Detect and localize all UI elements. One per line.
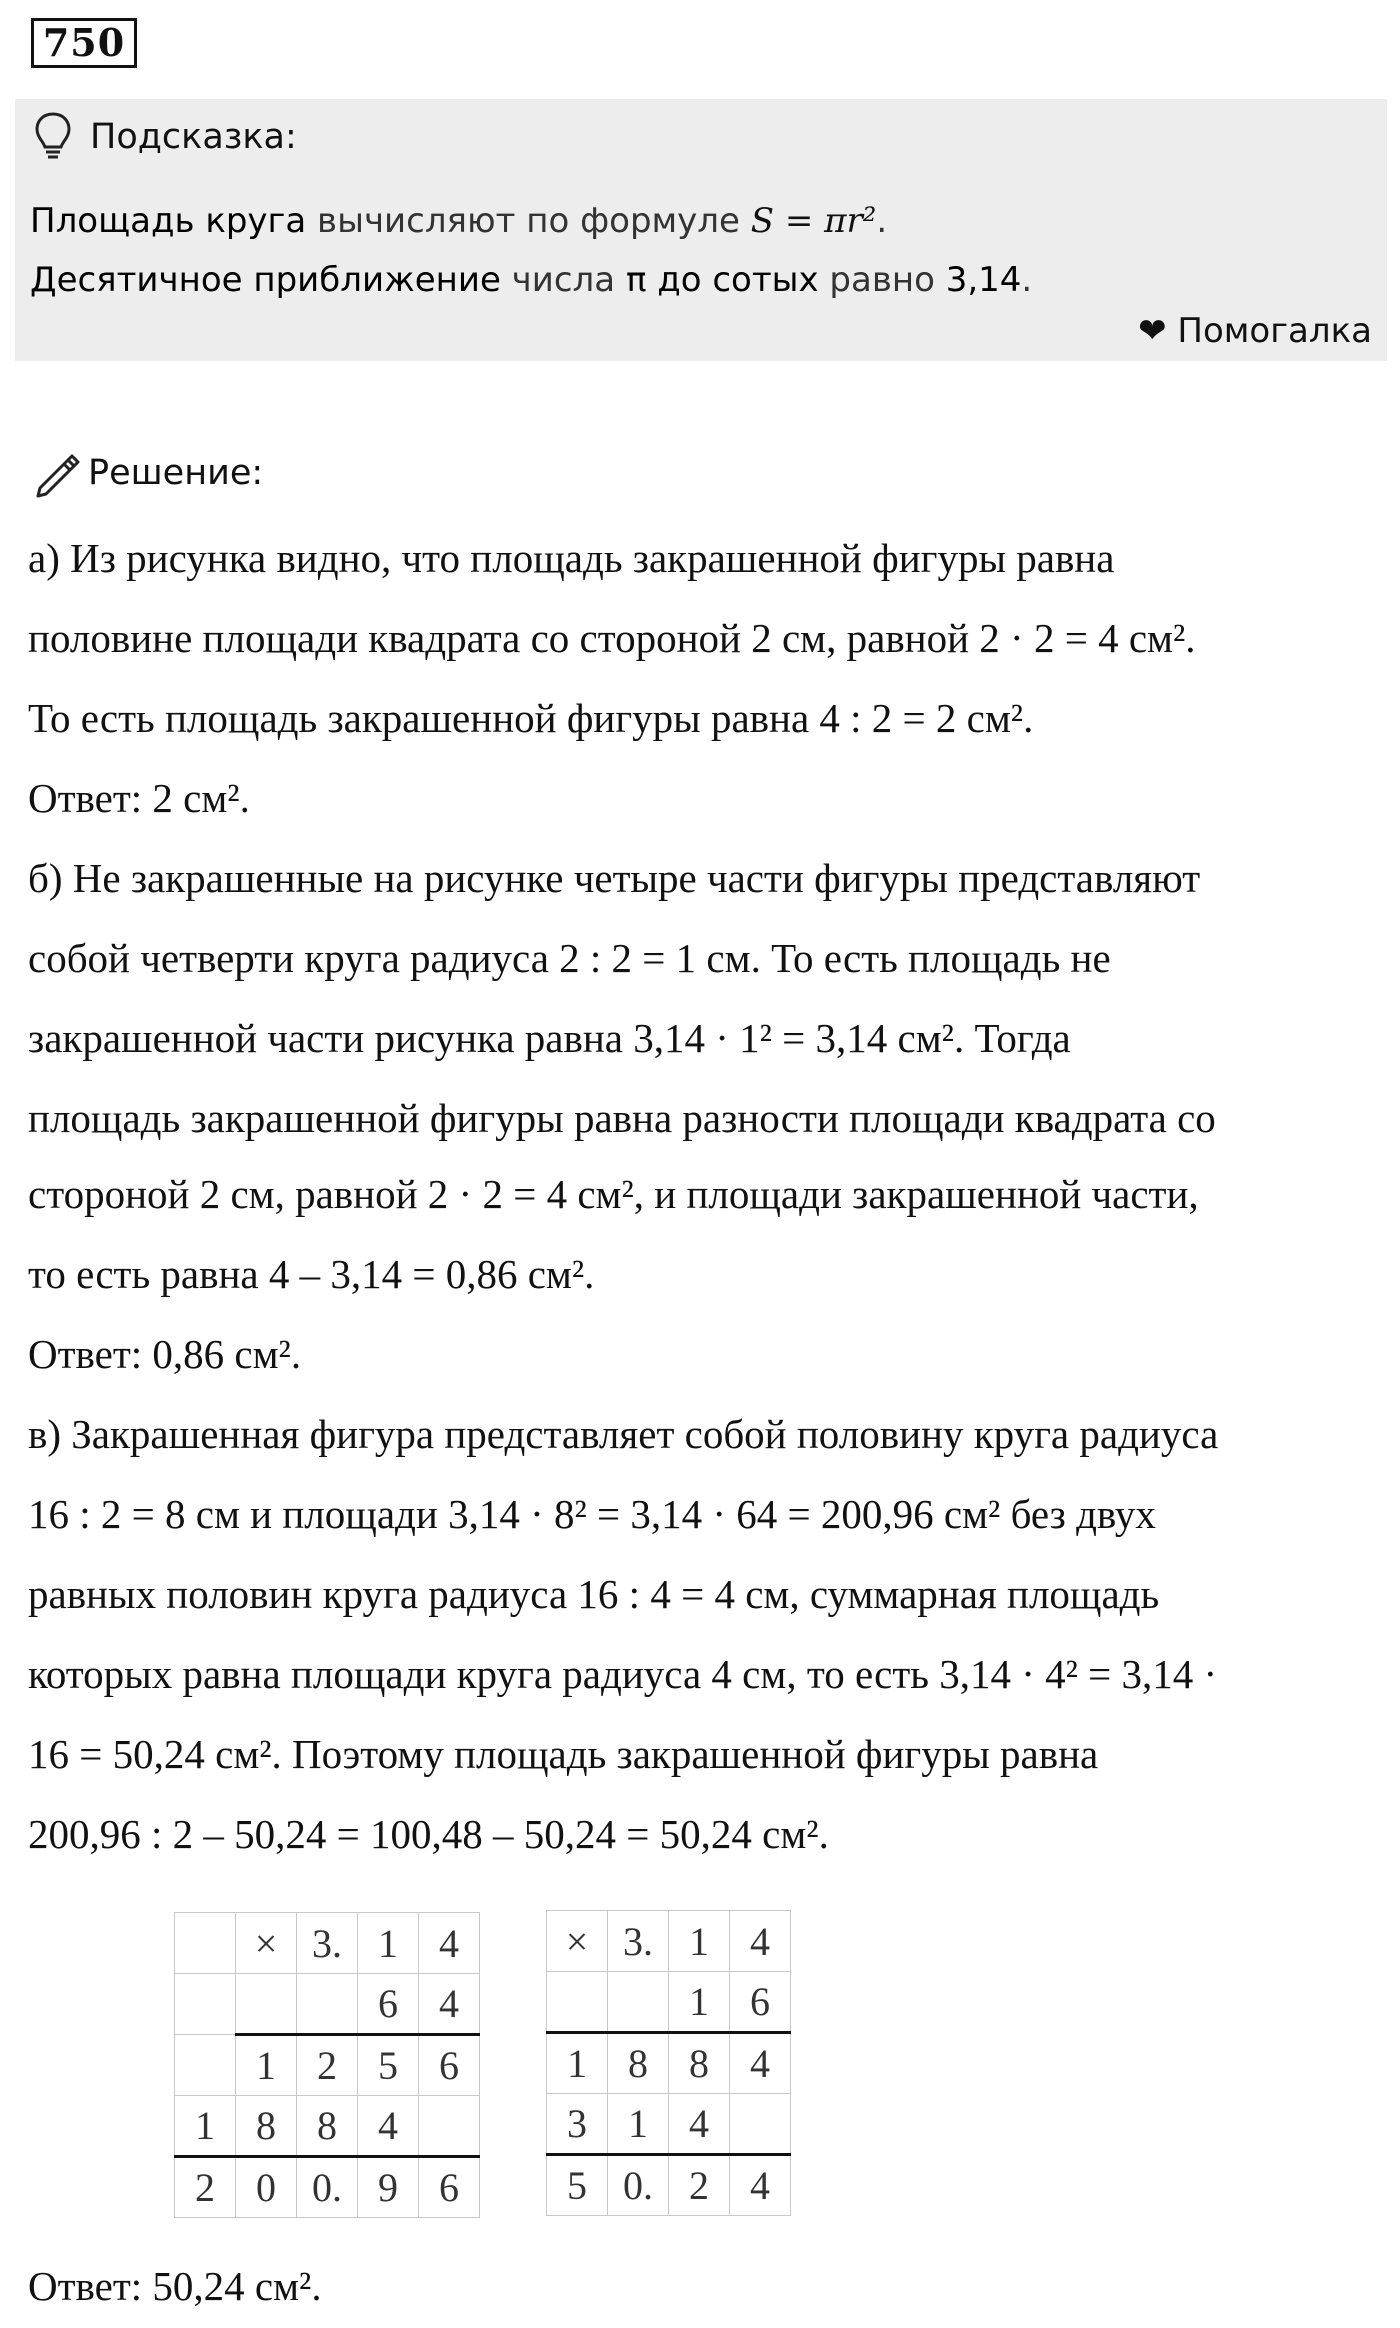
solution-line: собой четверти круга радиуса 2 : 2 = 1 см. То есть площадь не: [28, 935, 1111, 981]
solution-line: закрашенной части рисунка равна 3,14 · 1² = 3,14 см². Тогда: [28, 1015, 1071, 1061]
calc-cell: [608, 1972, 669, 2033]
calc-cell: 3.: [297, 1913, 358, 1974]
calc-cell: 0: [236, 2157, 297, 2218]
calc-cell: 1: [236, 2035, 297, 2096]
solution-line: а) Из рисунка видно, что площадь закрашенной фигуры равна: [28, 535, 1115, 581]
calc-cell: 8: [608, 2033, 669, 2094]
calc-cell: [730, 2094, 791, 2155]
hint-title: Подсказка:: [90, 117, 297, 157]
calc-cell: 1: [608, 2094, 669, 2155]
solution-line: Ответ: 2 см².: [28, 775, 250, 821]
calc-cell: 3: [547, 2094, 608, 2155]
multiplication-table-2: [546, 1910, 791, 2216]
calc-cell: 8: [297, 2096, 358, 2157]
helper-link[interactable]: ❤ Помогалка: [1138, 311, 1372, 351]
calc-cell: 4: [358, 2096, 419, 2157]
calc-cell: [297, 1974, 358, 2035]
calc-cell: [175, 1913, 236, 1974]
calc-cell: 1: [669, 1972, 730, 2033]
hint-line-pi-approx: Десятичное приближение числа π до сотых равно 3,14.: [30, 260, 1033, 300]
calc-cell: 8: [669, 2033, 730, 2094]
solution-line: которых равна площади круга радиуса 4 см, то есть 3,14 · 4² = 3,14 ·: [28, 1651, 1218, 1697]
calc-cell: ×: [547, 1911, 608, 1972]
heart-icon: ❤: [1138, 311, 1167, 351]
calc-cell: 4: [730, 2033, 791, 2094]
calc-cell: 4: [730, 2155, 791, 2216]
solution-line: площадь закрашенной фигуры равна разности площади квадрата со: [28, 1095, 1216, 1141]
calc-cell: 1: [358, 1913, 419, 1974]
hint-line-area-formula: Площадь круга вычисляют по формуле S = πr².: [30, 201, 888, 241]
calc-cell: 3.: [608, 1911, 669, 1972]
problem-number: 750: [31, 18, 137, 68]
calc-cell: 6: [730, 1972, 791, 2033]
calc-cell: [236, 1974, 297, 2035]
solution-title: Решение:: [88, 453, 264, 493]
solution-line: в) Закрашенная фигура представляет собой половину круга радиуса: [28, 1411, 1219, 1457]
calc-cell: 9: [358, 2157, 419, 2218]
solution-line: то есть равна 4 – 3,14 = 0,86 см².: [28, 1251, 595, 1297]
calc-cell: 2: [669, 2155, 730, 2216]
calc-cell: 6: [419, 2157, 480, 2218]
calc-cell: 1: [669, 1911, 730, 1972]
solution-line: То есть площадь закрашенной фигуры равна 4 : 2 = 2 см².: [28, 695, 1034, 741]
solution-line: Ответ: 0,86 см².: [28, 1331, 302, 1377]
calc-cell: 2: [297, 2035, 358, 2096]
calc-cell: 5: [547, 2155, 608, 2216]
solution-line: стороной 2 см, равной 2 · 2 = 4 см², и площади закрашенной части,: [28, 1171, 1199, 1217]
calc-cell: [547, 1972, 608, 2033]
calc-cell: [175, 2035, 236, 2096]
calc-cell: 6: [419, 2035, 480, 2096]
calc-cell: 2: [175, 2157, 236, 2218]
calc-cell: 1: [175, 2096, 236, 2157]
solution-line: половине площади квадрата со стороной 2 см, равной 2 · 2 = 4 см².: [28, 615, 1196, 661]
calc-cell: 1: [547, 2033, 608, 2094]
solution-line: б) Не закрашенные на рисунке четыре части фигуры представляют: [28, 855, 1201, 901]
calc-cell: 0.: [297, 2157, 358, 2218]
calc-cell: 0.: [608, 2155, 669, 2216]
calc-cell: 6: [358, 1974, 419, 2035]
multiplication-table-1: [174, 1912, 480, 2218]
calc-cell: ×: [236, 1913, 297, 1974]
solution-line: 200,96 : 2 – 50,24 = 100,48 – 50,24 = 50,24 см².: [28, 1811, 829, 1857]
calc-cell: [175, 1974, 236, 2035]
calc-cell: 5: [358, 2035, 419, 2096]
calc-cell: 4: [419, 1974, 480, 2035]
calc-cell: 4: [419, 1913, 480, 1974]
solution-line: 16 = 50,24 см². Поэтому площадь закрашенной фигуры равна: [28, 1731, 1099, 1777]
solution-line: 16 : 2 = 8 см и площади 3,14 · 8² = 3,14 · 64 = 200,96 см² без двух: [28, 1491, 1156, 1537]
calc-cell: [419, 2096, 480, 2157]
calc-cell: 8: [236, 2096, 297, 2157]
solution-line: равных половин круга радиуса 16 : 4 = 4 см, суммарная площадь: [28, 1571, 1160, 1617]
final-answer: Ответ: 50,24 см².: [28, 2263, 322, 2309]
calc-cell: 4: [730, 1911, 791, 1972]
calc-cell: 4: [669, 2094, 730, 2155]
